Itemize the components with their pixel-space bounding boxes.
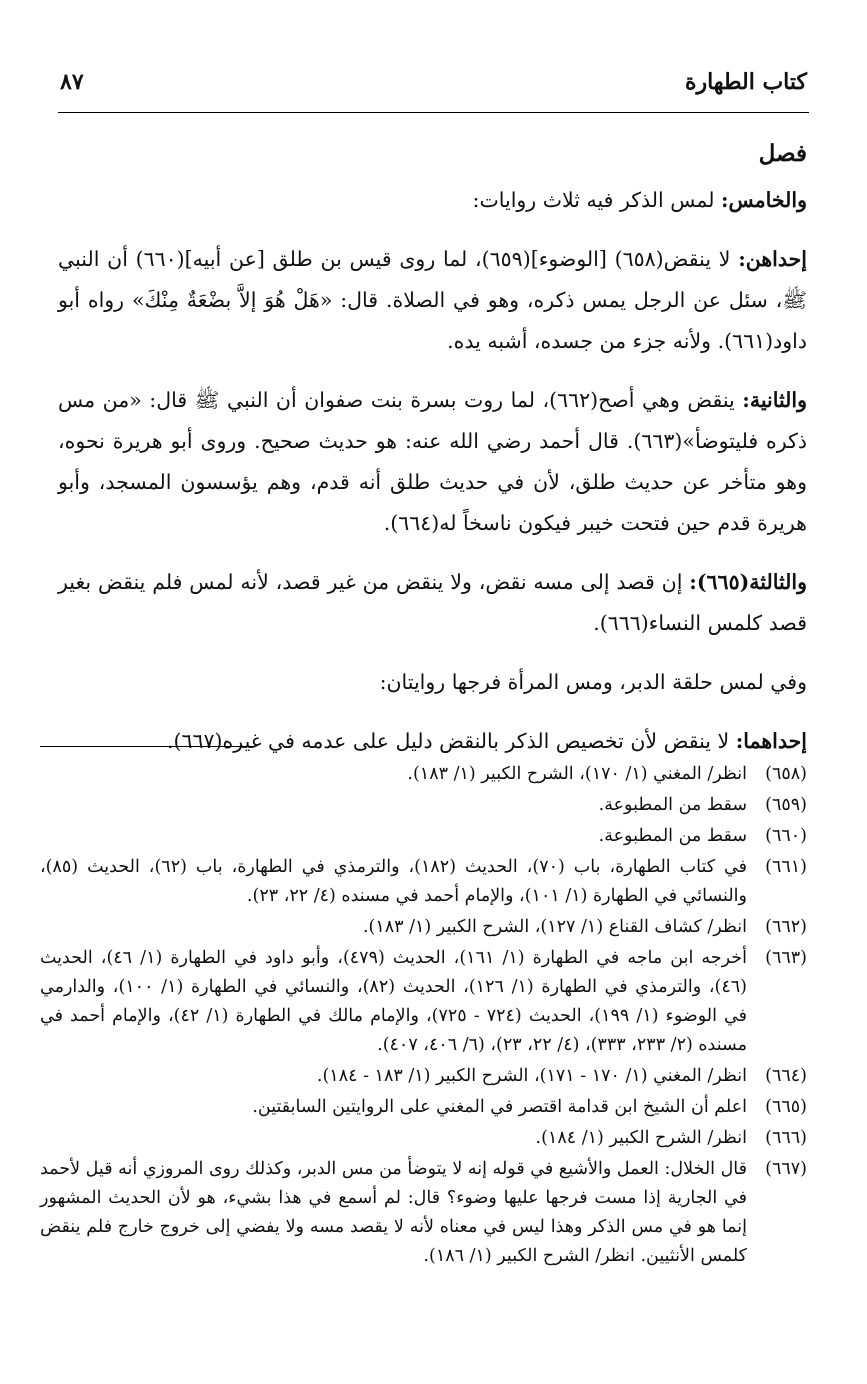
- paragraph: [58, 239, 807, 362]
- footnote-number: (٦٥٩): [765, 795, 807, 815]
- footnote-text: انظر/ كشاف القناع (١/ ١٢٧)، الشرح الكبير (١/ ١٨٣).: [362, 917, 747, 937]
- page-number: ٨٧: [60, 69, 84, 95]
- paragraph: [58, 721, 807, 762]
- footnotes: [40, 760, 807, 1273]
- paragraph-lead: إحداهن:: [738, 247, 807, 271]
- running-header: [60, 62, 807, 102]
- footnote: [40, 1155, 807, 1271]
- footnote: [40, 760, 807, 789]
- footnote: [40, 791, 807, 820]
- section-title: فصل: [758, 140, 807, 167]
- footnote-number: (٦٦٠): [765, 826, 807, 846]
- footnote-number: (٦٦٧): [765, 1159, 807, 1179]
- paragraph: [58, 380, 807, 544]
- footnote-number: (٦٦٣): [765, 948, 807, 968]
- footnote: [40, 944, 807, 1060]
- footnote-text: اعلم أن الشيخ ابن قدامة اقتصر في المغني على الروايتين السابقتين.: [252, 1097, 747, 1117]
- footnote-text: انظر/ الشرح الكبير (١/ ١٨٤).: [535, 1128, 747, 1148]
- footnote: [40, 1124, 807, 1153]
- footnote-text: في كتاب الطهارة، باب (٧٠)، الحديث (١٨٢)، والترمذي في الطهارة، باب (٦٢)، الحديث (٨٥)، والنسائي في الطهارة (١/ ١٠١)، والإمام أحمد في مسنده (٤/ ٢٢، ٢٣).: [40, 857, 747, 906]
- main-text: [58, 133, 807, 780]
- paragraph-text: لا ينقض(٦٥٨) [الوضوء](٦٥٩)، لما روى قيس بن طلق [عن أبيه](٦٦٠) أن النبي ﷺ، سئل عن الرجل يمس ذكره، وهو في الصلاة. قال: «هَلْ هُوَ إلاَّ بضْعَةٌ مِنْكَ» رواه أبو داود(٦٦١). ولأنه جزء من جسده، أشبه يده.: [58, 247, 807, 353]
- footnote-text: انظر/ المغني (١/ ١٧٠ - ١٧١)، الشرح الكبير (١/ ١٨٣ - ١٨٤).: [316, 1066, 747, 1086]
- footnote-text: انظر/ المغني (١/ ١٧٠)، الشرح الكبير (١/ ١٨٣).: [407, 764, 747, 784]
- footnote-number: (٦٦١): [765, 857, 807, 877]
- paragraph-lead: والخامس:: [720, 188, 807, 212]
- footnote-text: قال الخلال: العمل والأشيع في قوله إنه لا يتوضأ من مس الدبر، وكذلك روى المروزي أنه قيل لأحمد في الجارية إذا مست فرجها عليها وضوء؟ قال: لم أسمع في هذا بشيء، هو لأن الحديث المشهور إنما هو في مس الذكر وهذا ليس في معناه لأنه لا يقصد مسه ولا يفضي إلى خروج خارج فلم ينقض كلمس الأنثيين. انظر/ الشرح الكبير (١/ ١٨٦).: [40, 1159, 747, 1266]
- footnote-text: سقط من المطبوعة.: [598, 826, 747, 846]
- footnote: [40, 1062, 807, 1091]
- paragraph-lead: والثانية:: [742, 388, 807, 412]
- paragraph-text: ينقض وهي أصح(٦٦٢)، لما روت بسرة بنت صفوان أن النبي ﷺ قال: «من مس ذكره فليتوضأ»(٦٦٣). قال أحمد رضي الله عنه: هو حديث صحيح. وروى أبو هريرة نحوه، وهو متأخر عن حديث طلق، لأن في حديث طلق أنه قدم، وهم يؤسسون المسجد، وأبو هريرة قدم حين فتحت خيبر فيكون ناسخاً له(٦٦٤).: [58, 388, 807, 535]
- footnote-rule: [40, 746, 254, 747]
- footnote-number: (٦٥٨): [765, 764, 807, 784]
- footnote: [40, 853, 807, 911]
- paragraph-text: إن قصد إلى مسه نقض، ولا ينقض من غير قصد، لأنه لمس فلم ينقض بغير قصد كلمس النساء(٦٦٦).: [58, 570, 807, 635]
- footnote-text: سقط من المطبوعة.: [598, 795, 747, 815]
- footnote: [40, 1093, 807, 1122]
- footnote-number: (٦٦٥): [765, 1097, 807, 1117]
- paragraph-lead: إحداهما:: [735, 729, 807, 753]
- chapter-title: كتاب الطهارة: [684, 69, 807, 95]
- paragraph: [58, 562, 807, 644]
- footnote: [40, 822, 807, 851]
- footnote-number: (٦٦٤): [765, 1066, 807, 1086]
- paragraph-text: لمس الذكر فيه ثلاث روايات:: [472, 188, 721, 212]
- footnote-number: (٦٦٦): [765, 1128, 807, 1148]
- paragraph-text: وفي لمس حلقة الدبر، ومس المرأة فرجها روايتان:: [379, 670, 807, 694]
- footnote: [40, 913, 807, 942]
- footnote-number: (٦٦٢): [765, 917, 807, 937]
- paragraph-lead: والثالثة(٦٦٥):: [689, 570, 807, 594]
- paragraph: [58, 662, 807, 703]
- paragraph: [58, 180, 807, 221]
- paragraph-text: لا ينقض لأن تخصيص الذكر بالنقض دليل على عدمه في غيره(٦٦٧).: [166, 729, 736, 753]
- footnote-text: أخرجه ابن ماجه في الطهارة (١/ ١٦١)، الحديث (٤٧٩)، وأبو داود في الطهارة (١/ ٤٦)، الحديث (٤٦)، والترمذي في الطهارة (١/ ١٢٦)، الحديث (٨٢)، والنسائي في الطهارة (١/ ١٠٠)، والدارمي في الوضوء (١/ ١٩٩)، الحديث (٧٢٤ - ٧٢٥)، والإمام مالك في الطهارة (١/ ٤٢)، والإمام أحمد في مسنده (٢/ ٢٣٣، ٣٣٣)، (٤/ ٢٢، ٢٣)، (٦/ ٤٠٦، ٤٠٧).: [40, 948, 747, 1055]
- header-rule: [58, 112, 809, 113]
